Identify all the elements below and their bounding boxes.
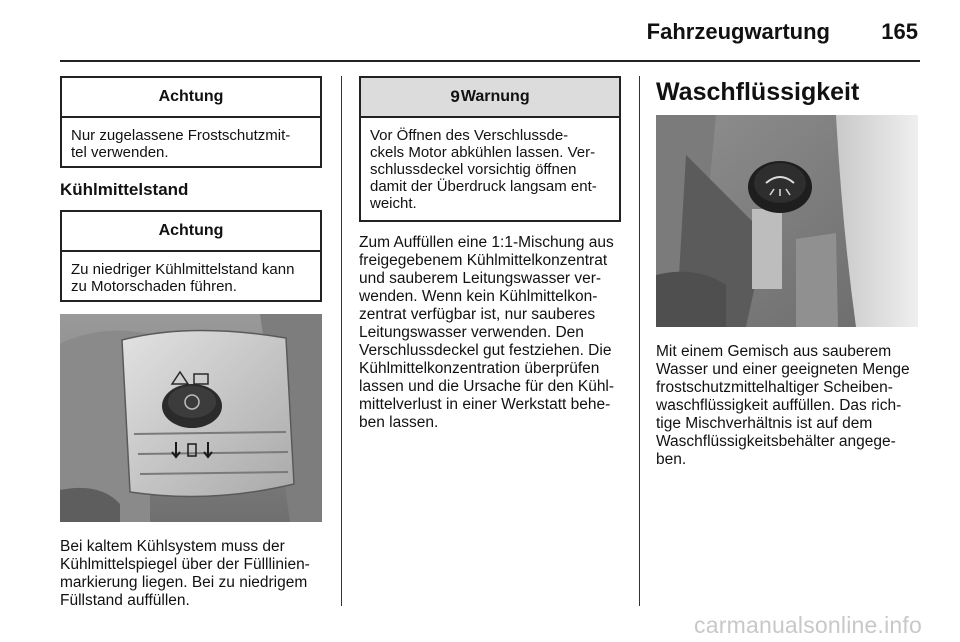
text-line: zu Motorschaden führen. bbox=[71, 278, 237, 295]
text-line: ben. bbox=[656, 451, 687, 468]
text-line: Nur zugelassene Frostschutzmit- bbox=[71, 127, 291, 144]
text-line: Zu niedriger Kühlmittelstand kann bbox=[71, 261, 295, 278]
refill-paragraph bbox=[359, 234, 621, 432]
text-line: damit der Überdruck langsam ent- bbox=[370, 178, 597, 195]
text-line: Verschlussdeckel gut festziehen. Die bbox=[359, 342, 612, 359]
text-line: schlussdeckel vorsichtig öffnen bbox=[370, 161, 577, 178]
text-line: markierung liegen. Bei zu niedrigem bbox=[60, 574, 308, 591]
text-line: tige Mischverhältnis ist auf dem bbox=[656, 415, 873, 432]
warning-box bbox=[359, 76, 621, 222]
text-line: Bei kaltem Kühlsystem muss der bbox=[60, 538, 285, 555]
caution-box bbox=[60, 76, 322, 168]
caution-text bbox=[62, 252, 320, 305]
text-line: Kühlmittelkonzentration überprüfen bbox=[359, 360, 600, 377]
page-number: 165 bbox=[881, 19, 918, 44]
washer-fluid-paragraph bbox=[656, 343, 918, 469]
heading-washer-fluid: Waschflüssigkeit bbox=[656, 78, 860, 106]
caution-box bbox=[60, 210, 322, 302]
warning-triangle-icon: 9 bbox=[450, 87, 460, 106]
text-line: zentrat verfügbar ist, nur sauberes bbox=[359, 306, 596, 323]
caution-heading: Achtung bbox=[62, 78, 320, 118]
text-line: lassen und die Ursache für den Kühl- bbox=[359, 378, 615, 395]
coolant-level-paragraph bbox=[60, 538, 322, 610]
text-line: weicht. bbox=[370, 195, 417, 212]
text-line: tel verwenden. bbox=[71, 144, 169, 161]
text-line: mittelverlust in einer Werkstatt behe- bbox=[359, 396, 611, 413]
text-line: freigegebenem Kühlmittelkonzentrat bbox=[359, 252, 608, 269]
text-line: Mit einem Gemisch aus sauberem bbox=[656, 343, 892, 360]
text-line: ckels Motor abkühlen lassen. Ver- bbox=[370, 144, 596, 161]
warning-heading bbox=[361, 78, 619, 118]
text-line: Waschflüssigkeitsbehälter angege- bbox=[656, 433, 896, 450]
text-line: Vor Öffnen des Verschlussde- bbox=[370, 127, 569, 144]
text-line: und sauberem Leitungswasser ver- bbox=[359, 270, 602, 287]
column-2 bbox=[359, 76, 621, 432]
caution-text bbox=[62, 118, 320, 171]
subheading-coolant-level: Kühlmittelstand bbox=[60, 180, 189, 199]
washer-fluid-reservoir-photo bbox=[656, 115, 918, 327]
warning-text bbox=[361, 118, 619, 222]
text-line: Füllstand auffüllen. bbox=[60, 592, 190, 609]
text-line: Kühlmittelspiegel über der Fülllinien- bbox=[60, 556, 310, 573]
text-line: Zum Auffüllen eine 1:1-Mischung aus bbox=[359, 234, 614, 251]
header-rule bbox=[60, 60, 920, 62]
text-line: Leitungswasser verwenden. Den bbox=[359, 324, 584, 341]
coolant-reservoir-photo bbox=[60, 314, 322, 522]
caution-heading: Achtung bbox=[62, 212, 320, 252]
text-line: waschflüssigkeit auffüllen. Das rich- bbox=[656, 397, 902, 414]
text-line: frostschutzmittelhaltiger Scheiben- bbox=[656, 379, 893, 396]
warning-heading-text: Warnung bbox=[460, 88, 530, 105]
column-1 bbox=[60, 76, 322, 610]
text-line: Wasser und einer geeigneten Menge bbox=[656, 361, 910, 378]
section-title: Fahrzeugwartung bbox=[646, 19, 830, 44]
text-line: wenden. Wenn kein Kühlmittelkon- bbox=[359, 288, 598, 305]
column-divider bbox=[639, 76, 640, 606]
site-watermark: carmanualsonline.info bbox=[694, 612, 922, 638]
column-divider bbox=[341, 76, 342, 606]
text-line: ben lassen. bbox=[359, 414, 439, 431]
column-3 bbox=[656, 76, 918, 469]
page-header bbox=[0, 0, 960, 62]
